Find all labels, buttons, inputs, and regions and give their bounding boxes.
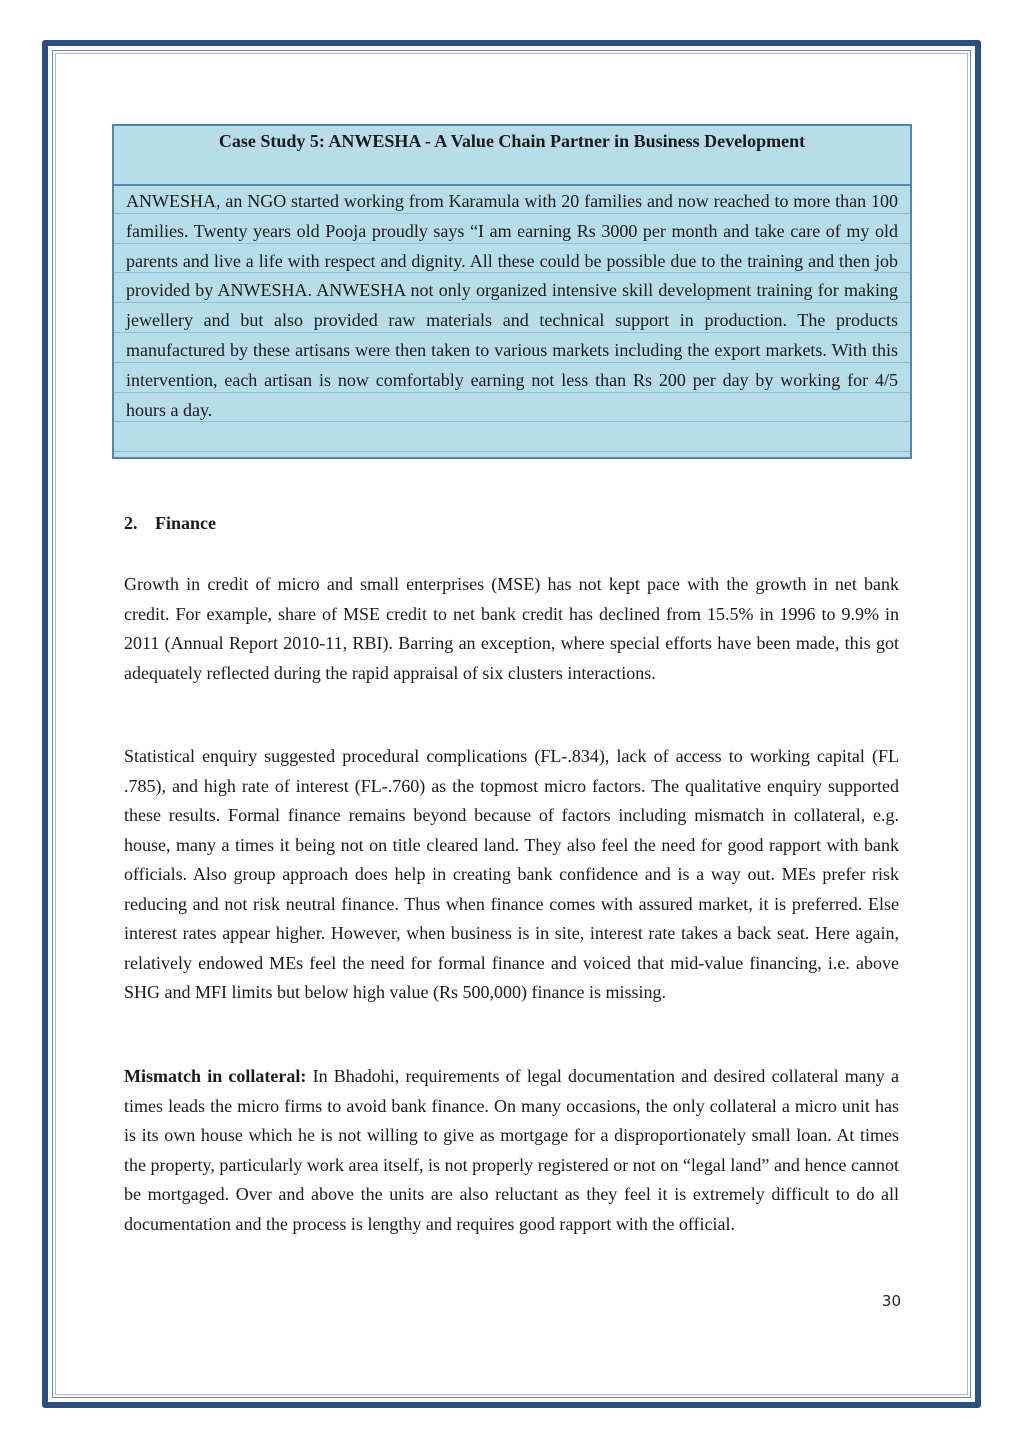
case-study-title: Case Study 5: ANWESHA - A Value Chain Partner in Business Development — [114, 126, 910, 186]
case-study-body-container — [114, 186, 910, 425]
paragraph-mismatch-collateral — [124, 1062, 899, 1239]
section-number: 2. — [124, 513, 138, 533]
paragraph-lead-bold: Mismatch in collateral: — [124, 1066, 307, 1086]
case-study-body: ANWESHA, an NGO started working from Karamula with 20 families and now reached to more than 100 families. Twenty years old Pooja proudly says “I am earning Rs 3000 per month and take care of my old parents and live a life with respect and dignity. All these could be possible due to the training and then job provided by ANWESHA. ANWESHA not only organized intensive skill development training for making jewellery and but also provided raw materials and technical support in production. The products manufactured by these artisans were then taken to various markets including the export markets. With this intervention, each artisan is now comfortably earning not less than Rs 200 per day by working for 4/5 hours a day. — [126, 191, 898, 420]
section-heading — [124, 513, 216, 534]
paragraph-credit-growth: Growth in credit of micro and small enterprises (MSE) has not kept pace with the growth in net bank credit. For example, share of MSE credit to net bank credit has declined from 15.5% in 1996 to 9.9% in 2011 (Annual Report 2010-11, RBI). Barring an exception, where special efforts have been made, this got adequately reflected during the rapid appraisal of six clusters interactions. — [124, 574, 899, 683]
paragraph-mismatch-text: In Bhadohi, requirements of legal documentation and desired collateral many a times leads the micro firms to avoid bank finance. On many occasions, the only collateral a micro unit has is its own house which he is not willing to give as mortgage for a disproportionately small loan. At times the property, particularly work area itself, is not properly registered or not on “legal land” and hence cannot be mortgaged. Over and above the units are also reluctant as they feel it is extremely difficult to do all documentation and the process is lengthy and requires good rapport with the official. — [124, 1066, 899, 1234]
paragraph-statistical-enquiry: Statistical enquiry suggested procedural complications (FL-.834), lack of access to working capital (FL .785), and high rate of interest (FL-.760) as the topmost micro factors. The qualitative enquiry supported these results. Formal finance remains beyond because of factors including mismatch in collateral, e.g. house, many a times it being not on title cleared land. They also feel the need for good rapport with bank officials. Also group approach does help in creating bank confidence and is a way out. MEs prefer risk reducing and not risk neutral finance. Thus when finance comes with assured market, it is preferred. Else interest rates appear higher. However, when business is in site, interest rate takes a back seat. Here again, relatively endowed MEs feel the need for formal finance and voiced that mid-value financing, i.e. above SHG and MFI limits but below high value (Rs 500,000) finance is missing. — [124, 746, 899, 1002]
section-title: Finance — [155, 513, 216, 533]
page-number: 30 — [881, 1292, 901, 1310]
case-study-box — [112, 124, 912, 459]
